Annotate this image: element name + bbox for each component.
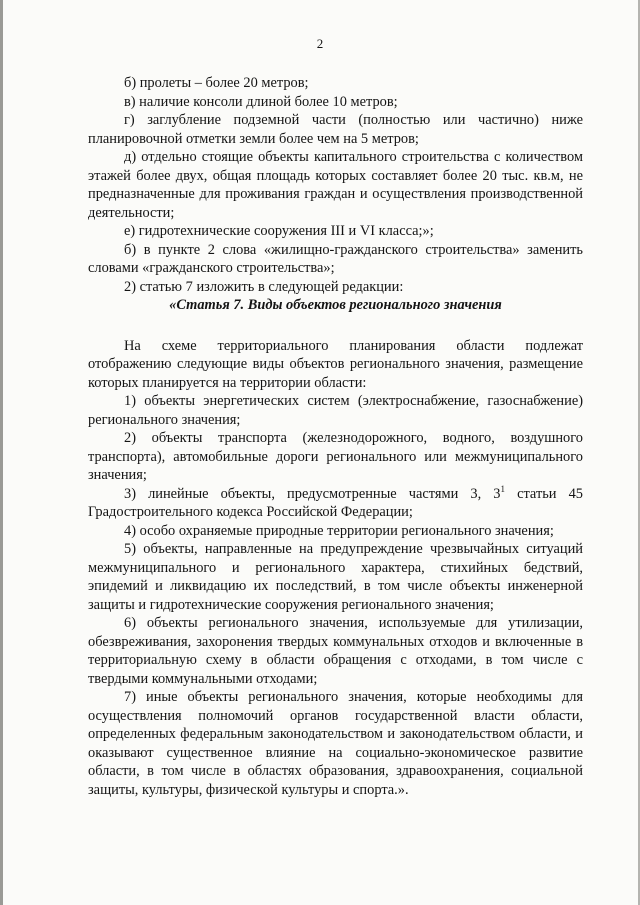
list-item-3-text-start: 3) линейные объекты, предусмотренные частями 3, 3: [124, 485, 501, 502]
paragraph-article7-intro: 2) статью 7 изложить в следующей редакции:: [124, 278, 404, 295]
article-heading: «Статья 7. Виды объектов регионального значения: [169, 297, 502, 313]
page-number: 2: [316, 36, 324, 51]
document-body: [88, 74, 583, 799]
paragraph-b-replace: б) в пункте 2 слова «жилищно-гражданского строительства» заменить словами «гражданского строительства»;: [88, 241, 583, 276]
paragraph-d-buildings: д) отдельно стоящие объекты капитального строительства с количеством этажей более двух, общая площадь которых составляет более 20 тыс. кв.м, не предназначенные для проживания граждан и осуществления производственной деятельности;: [88, 149, 583, 221]
list-item-3-text-end: статьи 45 Градостроительного кодекса Российской Федерации;: [88, 485, 583, 520]
list-item-5-emergency: 5) объекты, направленные на предупреждение чрезвычайных ситуаций межмуниципального и регионального характера, стихийных бедствий, эпидемий и ликвидацию их последствий, в том числе объекты инженерной защиты и гидротехнические сооружения регионального значения;: [88, 541, 583, 613]
paragraph-g-underground: г) заглубление подземной части (полностью или частично) ниже планировочной отметки земли более чем на 5 метров;: [88, 112, 583, 147]
superscript-1: 1: [500, 483, 505, 494]
paragraph-scheme-intro: На схеме территориального планирования области подлежат отображению следующие виды объектов регионального значения, размещение которых планируется на территории области:: [88, 337, 583, 391]
list-item-2-transport: 2) объекты транспорта (железнодорожного, водного, воздушного транспорта), автомобильные дороги регионального или межмуниципального значения;: [88, 430, 583, 483]
scan-edge-left: [0, 0, 3, 905]
list-item-4-protected: 4) особо охраняемые природные территории регионального значения;: [124, 522, 554, 539]
paragraph-e-hydro: е) гидротехнические сооружения III и VI класса;»;: [124, 223, 434, 239]
paragraph-b-spans: б) пролеты – более 20 метров;: [124, 75, 309, 91]
list-item-1-energy: 1) объекты энергетических систем (электроснабжение, газоснабжение) регионального значения;: [88, 393, 583, 428]
list-item-7-other: 7) иные объекты регионального значения, которые необходимы для осуществления полномочий органов государственной власти области, определенных федеральным законодательством и законодательством области, и оказывают существенное влияние на социально-экономическое развитие области, в том числе в областях образования, здравоохранения, социальной защиты, культуры, физической культуры и спорта.».: [88, 689, 583, 798]
paragraph-v-console: в) наличие консоли длиной более 10 метров;: [124, 93, 398, 110]
list-item-6-waste: 6) объекты регионального значения, используемые для утилизации, обезвреживания, захоронения твердых коммунальных отходов и включенные в территориальную схему в области обращения с отходами, в том числе с твердыми коммунальными отходами;: [88, 615, 583, 687]
list-item-3-linear: [88, 485, 583, 522]
